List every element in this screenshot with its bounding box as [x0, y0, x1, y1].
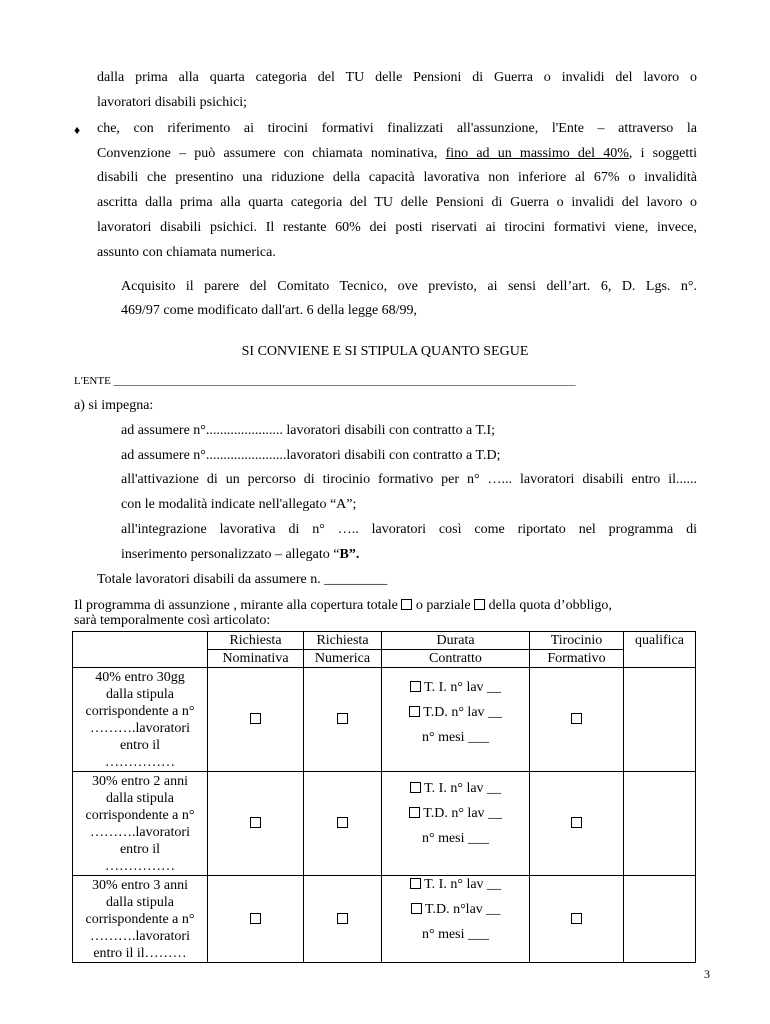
programma-line: sarà temporalmente così articolato: [74, 613, 271, 628]
tirocinio-cell [530, 772, 624, 876]
row-label-line: 40% entro 30gg [95, 670, 185, 685]
checkbox-ti-icon[interactable] [410, 878, 421, 889]
row-label-line: entro il [119, 738, 161, 753]
durata-mesi: n° mesi ___ [421, 831, 490, 846]
table-header-cell [73, 632, 208, 650]
checkbox-td-icon[interactable] [411, 903, 422, 914]
numerica-cell [304, 772, 382, 876]
bullet-line: assunto con chiamata numerica. [97, 245, 276, 260]
table-header-cell: Richiesta [208, 632, 304, 650]
underlined-text: fino ad un massimo del 40% [445, 146, 629, 161]
checkbox-totale-icon[interactable] [401, 599, 412, 610]
durata-ti [382, 876, 529, 893]
table-header-cell [73, 650, 208, 668]
checkbox-td-icon[interactable] [409, 807, 420, 818]
row-label-line: …………… [105, 755, 175, 770]
checkbox-ti-icon[interactable] [410, 681, 421, 692]
nominativa-cell [208, 668, 304, 772]
durata-mesi: n° mesi ___ [421, 730, 490, 745]
row-label-cell [73, 772, 208, 876]
durata-td-text: T.D. n° lav __ [423, 806, 503, 821]
paragraph-line: Acquisito il parere del Comitato Tecnico, ove previsto, ai sensi dell’art. 6, D. Lgs. n°. [121, 279, 697, 294]
bullet-line-text: Convenzione – può assumere con chiamata nominativa, [97, 146, 446, 161]
programma-line [74, 598, 612, 614]
bullet-line: ascritta dalla prima alla quarta categoria del TU delle Pensioni di Guerra o invalidi del lavoro o [97, 195, 697, 210]
table-header-cell: qualifica [624, 632, 696, 650]
row-label-line: dalla stipula [105, 791, 175, 806]
programma-text: della quota d’obbligo, [488, 598, 612, 613]
paragraph-line: lavoratori disabili psichici; [97, 95, 248, 110]
totale-line: Totale lavoratori disabili da assumere n. _________ [97, 572, 388, 587]
durata-ti-text: T. I. n° lav __ [424, 877, 502, 892]
durata-ti-text: T. I. n° lav __ [424, 781, 502, 796]
row-label-line: dalla stipula [105, 895, 175, 910]
checkbox-td-icon[interactable] [409, 706, 420, 717]
tirocinio-cell [530, 668, 624, 772]
row-label-line: entro il il……… [93, 946, 187, 961]
programma-text: Il programma di assunzione , mirante alla copertura totale [74, 598, 398, 613]
table-header-row [73, 650, 696, 668]
assunzione-table [72, 631, 696, 963]
table-header-cell: Nominativa [208, 650, 304, 668]
durata-cell [382, 668, 530, 772]
bullet-line-text: , i soggetti [628, 146, 698, 161]
list-item: con le modalità indicate nell'allegato “A”; [121, 497, 357, 512]
durata-mesi: n° mesi ___ [421, 927, 490, 942]
durata-cell [382, 876, 530, 963]
durata-ti [382, 679, 529, 696]
checkbox-nominativa-icon[interactable] [250, 913, 261, 924]
qualifica-cell[interactable] [624, 876, 696, 963]
table-row [73, 668, 696, 772]
checkbox-numerica-icon[interactable] [337, 817, 348, 828]
row-label-cell [73, 668, 208, 772]
table-row [73, 772, 696, 876]
durata-td-text: T.D. n°lav __ [424, 902, 501, 917]
durata-td [382, 901, 529, 918]
row-label-line: entro il [119, 842, 161, 857]
qualifica-cell[interactable] [624, 772, 696, 876]
paragraph-line: 469/97 come modificato dall'art. 6 della legge 68/99, [121, 303, 418, 318]
checkbox-nominativa-icon[interactable] [250, 713, 261, 724]
row-label-line: corrispondente a n° [85, 912, 195, 927]
bullet-line: che, con riferimento ai tirocini formativi finalizzati all'assunzione, l'Ente – attraverso la [97, 121, 697, 136]
list-item [121, 547, 359, 563]
bullet-line [97, 146, 697, 162]
bullet-line: lavoratori disabili psichici. Il restante 60% dei posti riservati ai tirocini formativi viene, invece, [97, 220, 697, 235]
row-label-line: …………… [105, 859, 175, 874]
row-label-line: ……….lavoratori [90, 929, 190, 944]
durata-td [382, 805, 529, 822]
row-label-line: ……….lavoratori [90, 825, 190, 840]
tirocinio-cell [530, 876, 624, 963]
row-label-line: 30% entro 2 anni [91, 774, 189, 789]
durata-td [382, 704, 529, 721]
bold-text: B”. [339, 547, 360, 562]
programma-text: o parziale [415, 598, 471, 613]
list-item: all'integrazione lavorativa di n° ….. lavoratori così come riportato nel programma di [121, 522, 697, 537]
table-header-row [73, 632, 696, 650]
checkbox-numerica-icon[interactable] [337, 713, 348, 724]
nominativa-cell [208, 772, 304, 876]
section-heading: SI CONVIENE E SI STIPULA QUANTO SEGUE [241, 344, 529, 359]
paragraph-line: dalla prima alla quarta categoria del TU delle Pensioni di Guerra o invalidi del lavoro o [97, 70, 697, 85]
durata-td-text: T.D. n° lav __ [423, 705, 503, 720]
checkbox-parziale-icon[interactable] [474, 599, 485, 610]
bullet-line: disabili che presentino una riduzione della capacità lavorativa non inferiore al 67% o invalidità [97, 170, 697, 185]
row-label-line: corrispondente a n° [85, 808, 195, 823]
table-header-cell [624, 650, 696, 668]
table-row [73, 876, 696, 963]
row-label-cell [73, 876, 208, 963]
row-label-line: dalla stipula [105, 687, 175, 702]
row-label-line: ……….lavoratori [90, 721, 190, 736]
bullet-diamond-icon: ♦ [74, 123, 81, 137]
table-header-cell: Formativo [530, 650, 624, 668]
row-label-line: corrispondente a n° [85, 704, 195, 719]
durata-ti-text: T. I. n° lav __ [424, 680, 502, 695]
numerica-cell [304, 876, 382, 963]
ente-line: L'ENTE ____________________________________________________________________________________ [74, 375, 576, 387]
table-header-cell: Tirocinio [530, 632, 624, 650]
checkbox-numerica-icon[interactable] [337, 913, 348, 924]
checkbox-ti-icon[interactable] [410, 782, 421, 793]
table-header-cell: Richiesta [304, 632, 382, 650]
durata-cell [382, 772, 530, 876]
page-number: 3 [704, 967, 710, 981]
row-label-line: 30% entro 3 anni [91, 878, 189, 893]
checkbox-nominativa-icon[interactable] [250, 817, 261, 828]
checkbox-tirocinio-icon[interactable] [571, 913, 582, 924]
checkbox-tirocinio-icon[interactable] [571, 713, 582, 724]
list-item: ad assumere n°.......................lavoratori disabili con contratto a T.D; [121, 448, 501, 463]
nominativa-cell [208, 876, 304, 963]
checkbox-tirocinio-icon[interactable] [571, 817, 582, 828]
list-item-text: inserimento personalizzato – allegato “ [121, 547, 340, 562]
durata-ti [382, 780, 529, 797]
impegna-label: a) si impegna: [74, 398, 154, 413]
numerica-cell [304, 668, 382, 772]
table-header-cell: Contratto [382, 650, 530, 668]
list-item: ad assumere n°...................... lavoratori disabili con contratto a T.I; [121, 423, 496, 438]
qualifica-cell[interactable] [624, 668, 696, 772]
table-header-cell: Numerica [304, 650, 382, 668]
list-item: all'attivazione di un percorso di tirocinio formativo per n° …... lavoratori disabili entro il...... [121, 472, 697, 487]
table-header-cell: Durata [382, 632, 530, 650]
